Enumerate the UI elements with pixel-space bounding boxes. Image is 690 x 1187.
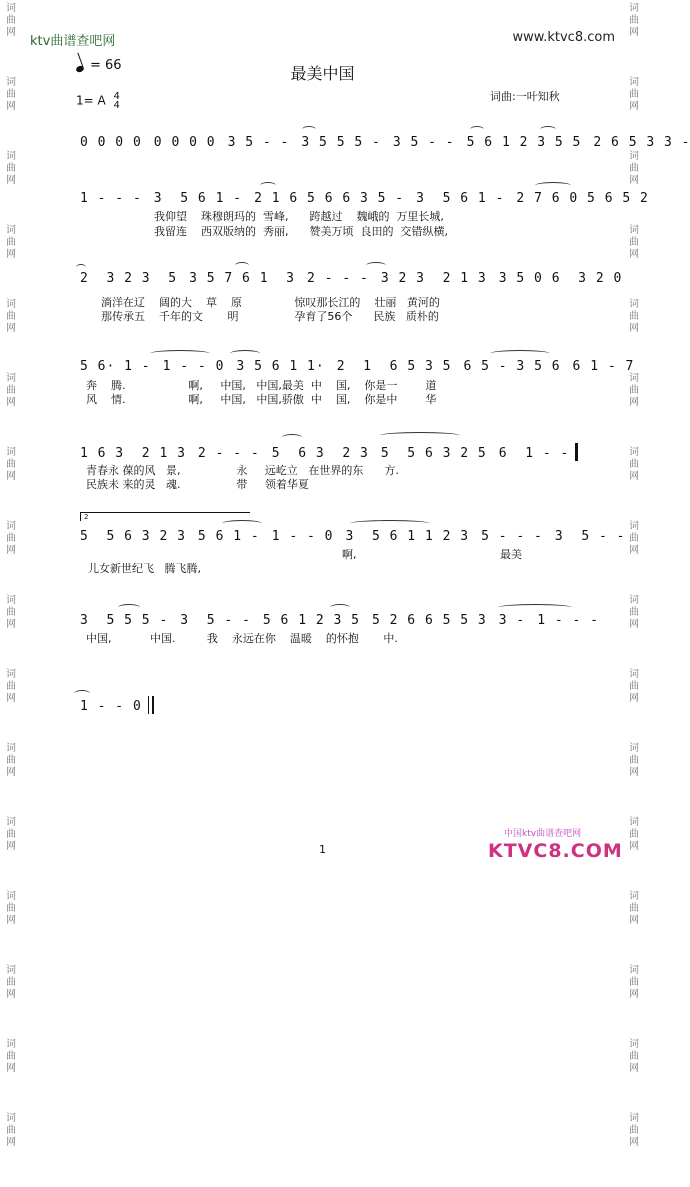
song-title: 最美中国 [290, 64, 355, 83]
watermark-group [4, 1113, 18, 1149]
measure: 3 5 - - [392, 135, 455, 150]
measure: 2 1 6 5 3 5 [336, 359, 452, 374]
lyric-line: 奔 腾. 啊, 中国, 中国,最美 中 国, 你是一 道 [86, 379, 437, 392]
watermark-char: 词 [6, 151, 16, 162]
watermark-char: 曲 [6, 533, 16, 544]
slur [118, 604, 140, 611]
time-signature [114, 92, 120, 110]
watermark-char: 曲 [6, 163, 16, 174]
measure: 1 - - - [537, 613, 600, 628]
watermark-char: 词 [6, 299, 16, 310]
measure: 1 - - 0 [162, 359, 225, 374]
measure: 3 5 - - [227, 135, 290, 150]
watermark-char: 曲 [629, 385, 639, 396]
measure: 5 6· 1 - [80, 359, 151, 374]
watermark-char: 网 [629, 323, 639, 334]
staff-line-1 [80, 134, 690, 150]
watermark-group [627, 965, 641, 1001]
key-label: 1= A [76, 93, 106, 108]
watermark-char: 曲 [6, 15, 16, 26]
measure: 3 5 - - [180, 613, 251, 628]
watermark-char: 网 [629, 101, 639, 112]
left-watermark-strip [4, 0, 18, 1187]
measure: 2 3 2 3 5 [80, 271, 178, 286]
measure: 3 2 3 2 1 3 [380, 271, 487, 286]
watermark-group [4, 965, 18, 1001]
watermark-char: 曲 [6, 829, 16, 840]
slur [235, 262, 249, 269]
watermark-char: 词 [6, 447, 16, 458]
staff-line-3 [80, 270, 623, 286]
staff-line-8 [80, 696, 170, 714]
volta-number: 2 [84, 513, 89, 521]
watermark-char: 词 [6, 225, 16, 236]
watermark-char: 曲 [6, 1125, 16, 1136]
watermark-char: 网 [629, 471, 639, 482]
watermark-char: 曲 [629, 89, 639, 100]
lyric-line: 民族未 来的灵 魂. 带 领着华夏 [86, 478, 309, 491]
lyric-line: 儿女新世纪飞 腾飞腾, [88, 562, 201, 575]
measure: 3 5 5 5 - [301, 135, 381, 150]
watermark-group [4, 373, 18, 409]
watermark-char: 曲 [629, 237, 639, 248]
watermark-char: 词 [629, 299, 639, 310]
measure: 3 5 5 5 - [80, 613, 169, 628]
watermark-char: 网 [6, 841, 16, 852]
lyric-line: 那传承五 千年的文 明 孕育了56个 民族 质朴的 [101, 310, 439, 323]
measure: 1 - - 0 [80, 699, 142, 714]
watermark-char: 词 [629, 77, 639, 88]
page-number: 1 [319, 843, 326, 856]
watermark-char: 网 [629, 767, 639, 778]
slur [366, 262, 386, 269]
watermark-char: 词 [629, 891, 639, 902]
slur [230, 350, 260, 357]
watermark-group [4, 3, 18, 39]
watermark-group [627, 151, 641, 187]
watermark-group [627, 447, 641, 483]
watermark-char: 网 [629, 1063, 639, 1074]
watermark-char: 曲 [629, 15, 639, 26]
staff-line-5 [80, 443, 572, 461]
watermark-char: 词 [6, 669, 16, 680]
watermark-char: 曲 [6, 755, 16, 766]
measure: 3 5 7 6 1 3 [189, 271, 296, 286]
measure: 3 5 6 1 - [416, 191, 505, 206]
lyric-line: 中国, 中国. 我 永远在你 温暖 的怀抱 中. [86, 632, 398, 645]
site-name-left[interactable]: ktv曲谱查吧网 [30, 34, 116, 49]
watermark-char: 曲 [6, 311, 16, 322]
staff-line-2 [80, 190, 649, 206]
slur [350, 520, 430, 527]
watermark-char: 词 [6, 595, 16, 606]
lyric-line: 风 情. 啊, 中国, 中国,骄傲 中 国, 你是中 华 [86, 393, 437, 406]
watermark-char: 网 [6, 619, 16, 630]
watermark-char: 词 [629, 3, 639, 14]
watermark-char: 词 [6, 743, 16, 754]
watermark-char: 词 [6, 817, 16, 828]
watermark-char: 词 [6, 77, 16, 88]
key-signature [76, 92, 120, 110]
slur [74, 690, 90, 697]
measure: 5 5 6 3 2 5 [380, 446, 487, 461]
slur [260, 182, 276, 189]
double-barline [148, 696, 154, 714]
watermark-char: 网 [6, 693, 16, 704]
slur [150, 350, 210, 357]
watermark-char: 曲 [629, 1051, 639, 1062]
slur [222, 520, 262, 527]
watermark-char: 网 [6, 101, 16, 112]
measure: 3 - [498, 613, 526, 628]
measure: 3 5 - - [554, 529, 626, 544]
watermark-group [4, 891, 18, 927]
lyric-line: 我仰望 珠穆朗玛的 雪峰, 跨越过 魏峨的 万里长城, [154, 210, 444, 223]
watermark-char: 网 [6, 545, 16, 556]
watermark-char: 词 [629, 1113, 639, 1124]
watermark-char: 曲 [629, 533, 639, 544]
watermark-char: 曲 [629, 607, 639, 618]
watermark-group [627, 595, 641, 631]
slur [470, 126, 484, 133]
slur [540, 126, 556, 133]
watermark-char: 网 [6, 27, 16, 38]
watermark-char: 曲 [629, 163, 639, 174]
slur [302, 126, 316, 133]
measure: 6 1 - - [498, 446, 570, 461]
watermark-char: 网 [629, 619, 639, 630]
watermark-char: 网 [629, 1137, 639, 1148]
measure: 2 7 6 0 5 6 5 2 [516, 191, 649, 206]
measure: 6 1 - 7 [572, 359, 635, 374]
measure: 5 2 6 6 5 5 3 [372, 613, 487, 628]
slur [76, 264, 86, 271]
watermark-char: 曲 [629, 977, 639, 988]
watermark-group [4, 447, 18, 483]
watermark-char: 词 [629, 965, 639, 976]
measure: 1 - - 0 [271, 529, 334, 544]
watermark-char: 曲 [629, 755, 639, 766]
watermark-char: 曲 [6, 1051, 16, 1062]
time-sig-bottom: 4 [113, 100, 120, 111]
right-watermark-strip [627, 0, 641, 1187]
watermark-char: 网 [629, 175, 639, 186]
measure: 3 5 6 1 - [153, 191, 243, 206]
watermark-group [627, 225, 641, 261]
measure: 0 0 0 0 [153, 135, 216, 150]
watermark-char: 网 [6, 397, 16, 408]
watermark-char: 网 [629, 397, 639, 408]
watermark-group [627, 891, 641, 927]
watermark-char: 词 [629, 669, 639, 680]
watermark-char: 曲 [6, 459, 16, 470]
measure: 1 6 3 2 1 3 [80, 446, 186, 461]
tempo-marking [76, 58, 122, 73]
measure: 2 - - - [197, 446, 260, 461]
time-sig-top: 4 [113, 91, 120, 102]
volta-ending [80, 512, 250, 521]
watermark-char: 网 [629, 249, 639, 260]
watermark-char: 曲 [629, 681, 639, 692]
watermark-char: 词 [629, 521, 639, 532]
credits: 词曲:一叶知秋 [490, 90, 560, 103]
logo-site-name: 中国ktv曲谱查吧网 [504, 829, 582, 839]
watermark-char: 网 [629, 989, 639, 1000]
watermark-group [4, 521, 18, 557]
watermark-group [627, 299, 641, 335]
watermark-char: 曲 [6, 903, 16, 914]
slur [490, 350, 550, 357]
watermark-group [4, 225, 18, 261]
watermark-char: 词 [6, 891, 16, 902]
slur [282, 434, 302, 441]
watermark-group [627, 373, 641, 409]
watermark-char: 曲 [6, 681, 16, 692]
measure: 6 5 - 3 5 6 [463, 359, 561, 374]
lyric-line: 啊, [342, 548, 357, 561]
measure: 3 5 6 1 1 2 3 [345, 529, 470, 544]
slur [380, 432, 460, 439]
lyric-line: 淌洋在辽 阔的大 草 原 惊叹那长江的 壮丽 黄河的 [101, 296, 440, 309]
watermark-char: 网 [629, 545, 639, 556]
staff-line-6 [80, 528, 626, 544]
watermark-char: 词 [629, 1039, 639, 1050]
watermark-char: 网 [6, 915, 16, 926]
watermark-char: 词 [6, 1039, 16, 1050]
measure: 1 - - - [80, 191, 142, 206]
logo-brand: KTVC8.COM [488, 840, 623, 862]
watermark-group [4, 299, 18, 335]
watermark-char: 词 [629, 743, 639, 754]
measure: 5 5 6 3 2 3 [80, 529, 186, 544]
staff-line-4 [80, 358, 635, 374]
watermark-char: 词 [629, 817, 639, 828]
measure: 5 6 1 2 3 5 5 [466, 135, 582, 150]
watermark-char: 曲 [629, 903, 639, 914]
measure: 3 5 0 6 3 2 0 [498, 271, 623, 286]
watermark-char: 曲 [6, 607, 16, 618]
watermark-char: 曲 [629, 311, 639, 322]
watermark-char: 曲 [629, 1125, 639, 1136]
watermark-char: 曲 [629, 829, 639, 840]
watermark-char: 词 [629, 225, 639, 236]
measure: 5 6 3 2 3 [271, 446, 369, 461]
measure: 5 - - - [481, 529, 543, 544]
watermark-char: 词 [6, 1113, 16, 1124]
watermark-char: 词 [6, 521, 16, 532]
watermark-char: 词 [629, 595, 639, 606]
lyric-line: 青春永 葆的风 景, 永 远屹立 在世界的东 方. [86, 464, 399, 477]
watermark-char: 曲 [6, 977, 16, 988]
watermark-group [627, 743, 641, 779]
watermark-char: 曲 [6, 385, 16, 396]
watermark-char: 网 [629, 915, 639, 926]
watermark-char: 网 [6, 323, 16, 334]
slur [498, 604, 572, 611]
measure: 3 5 6 1 1· [236, 359, 325, 374]
watermark-group [4, 595, 18, 631]
watermark-char: 网 [629, 841, 639, 852]
double-barline [575, 443, 578, 461]
measure: 2 1 6 5 6 6 3 5 - [254, 191, 405, 206]
watermark-char: 词 [629, 373, 639, 384]
measure: 0 0 0 0 [80, 135, 142, 150]
watermark-char: 网 [6, 175, 16, 186]
watermark-char: 词 [6, 3, 16, 14]
slur [535, 182, 571, 189]
watermark-char: 曲 [629, 459, 639, 470]
watermark-char: 词 [629, 151, 639, 162]
site-url-right[interactable]: www.ktvc8.com [512, 30, 615, 45]
watermark-group [4, 1039, 18, 1075]
watermark-char: 曲 [6, 237, 16, 248]
measure: 2 - - - [307, 271, 369, 286]
watermark-char: 网 [629, 27, 639, 38]
watermark-char: 词 [629, 447, 639, 458]
watermark-group [4, 151, 18, 187]
lyric-line: 我留连 西双版纳的 秀丽, 赞美万顷 良田的 交错纵横, [154, 225, 448, 238]
watermark-char: 网 [6, 1137, 16, 1148]
quarter-note-icon [75, 65, 85, 73]
measure: 5 6 1 - [197, 529, 260, 544]
watermark-char: 网 [6, 767, 16, 778]
site-logo[interactable] [488, 826, 623, 866]
watermark-group [627, 1039, 641, 1075]
measure: 2 6 5 3 3 - [593, 135, 690, 150]
lyric-line: 最美 [500, 548, 522, 561]
watermark-group [627, 669, 641, 705]
watermark-char: 词 [6, 373, 16, 384]
watermark-char: 网 [6, 1063, 16, 1074]
watermark-char: 曲 [6, 89, 16, 100]
slur [330, 604, 350, 611]
watermark-char: 词 [6, 965, 16, 976]
watermark-group [627, 3, 641, 39]
watermark-group [627, 1113, 641, 1149]
tempo-value: = 66 [90, 58, 122, 73]
watermark-char: 网 [6, 471, 16, 482]
watermark-group [4, 669, 18, 705]
watermark-group [627, 521, 641, 557]
measure: 5 6 1 2 3 5 [262, 613, 360, 628]
watermark-char: 网 [629, 693, 639, 704]
watermark-char: 网 [6, 249, 16, 260]
watermark-group [4, 743, 18, 779]
watermark-char: 网 [6, 989, 16, 1000]
staff-line-7 [80, 612, 600, 628]
